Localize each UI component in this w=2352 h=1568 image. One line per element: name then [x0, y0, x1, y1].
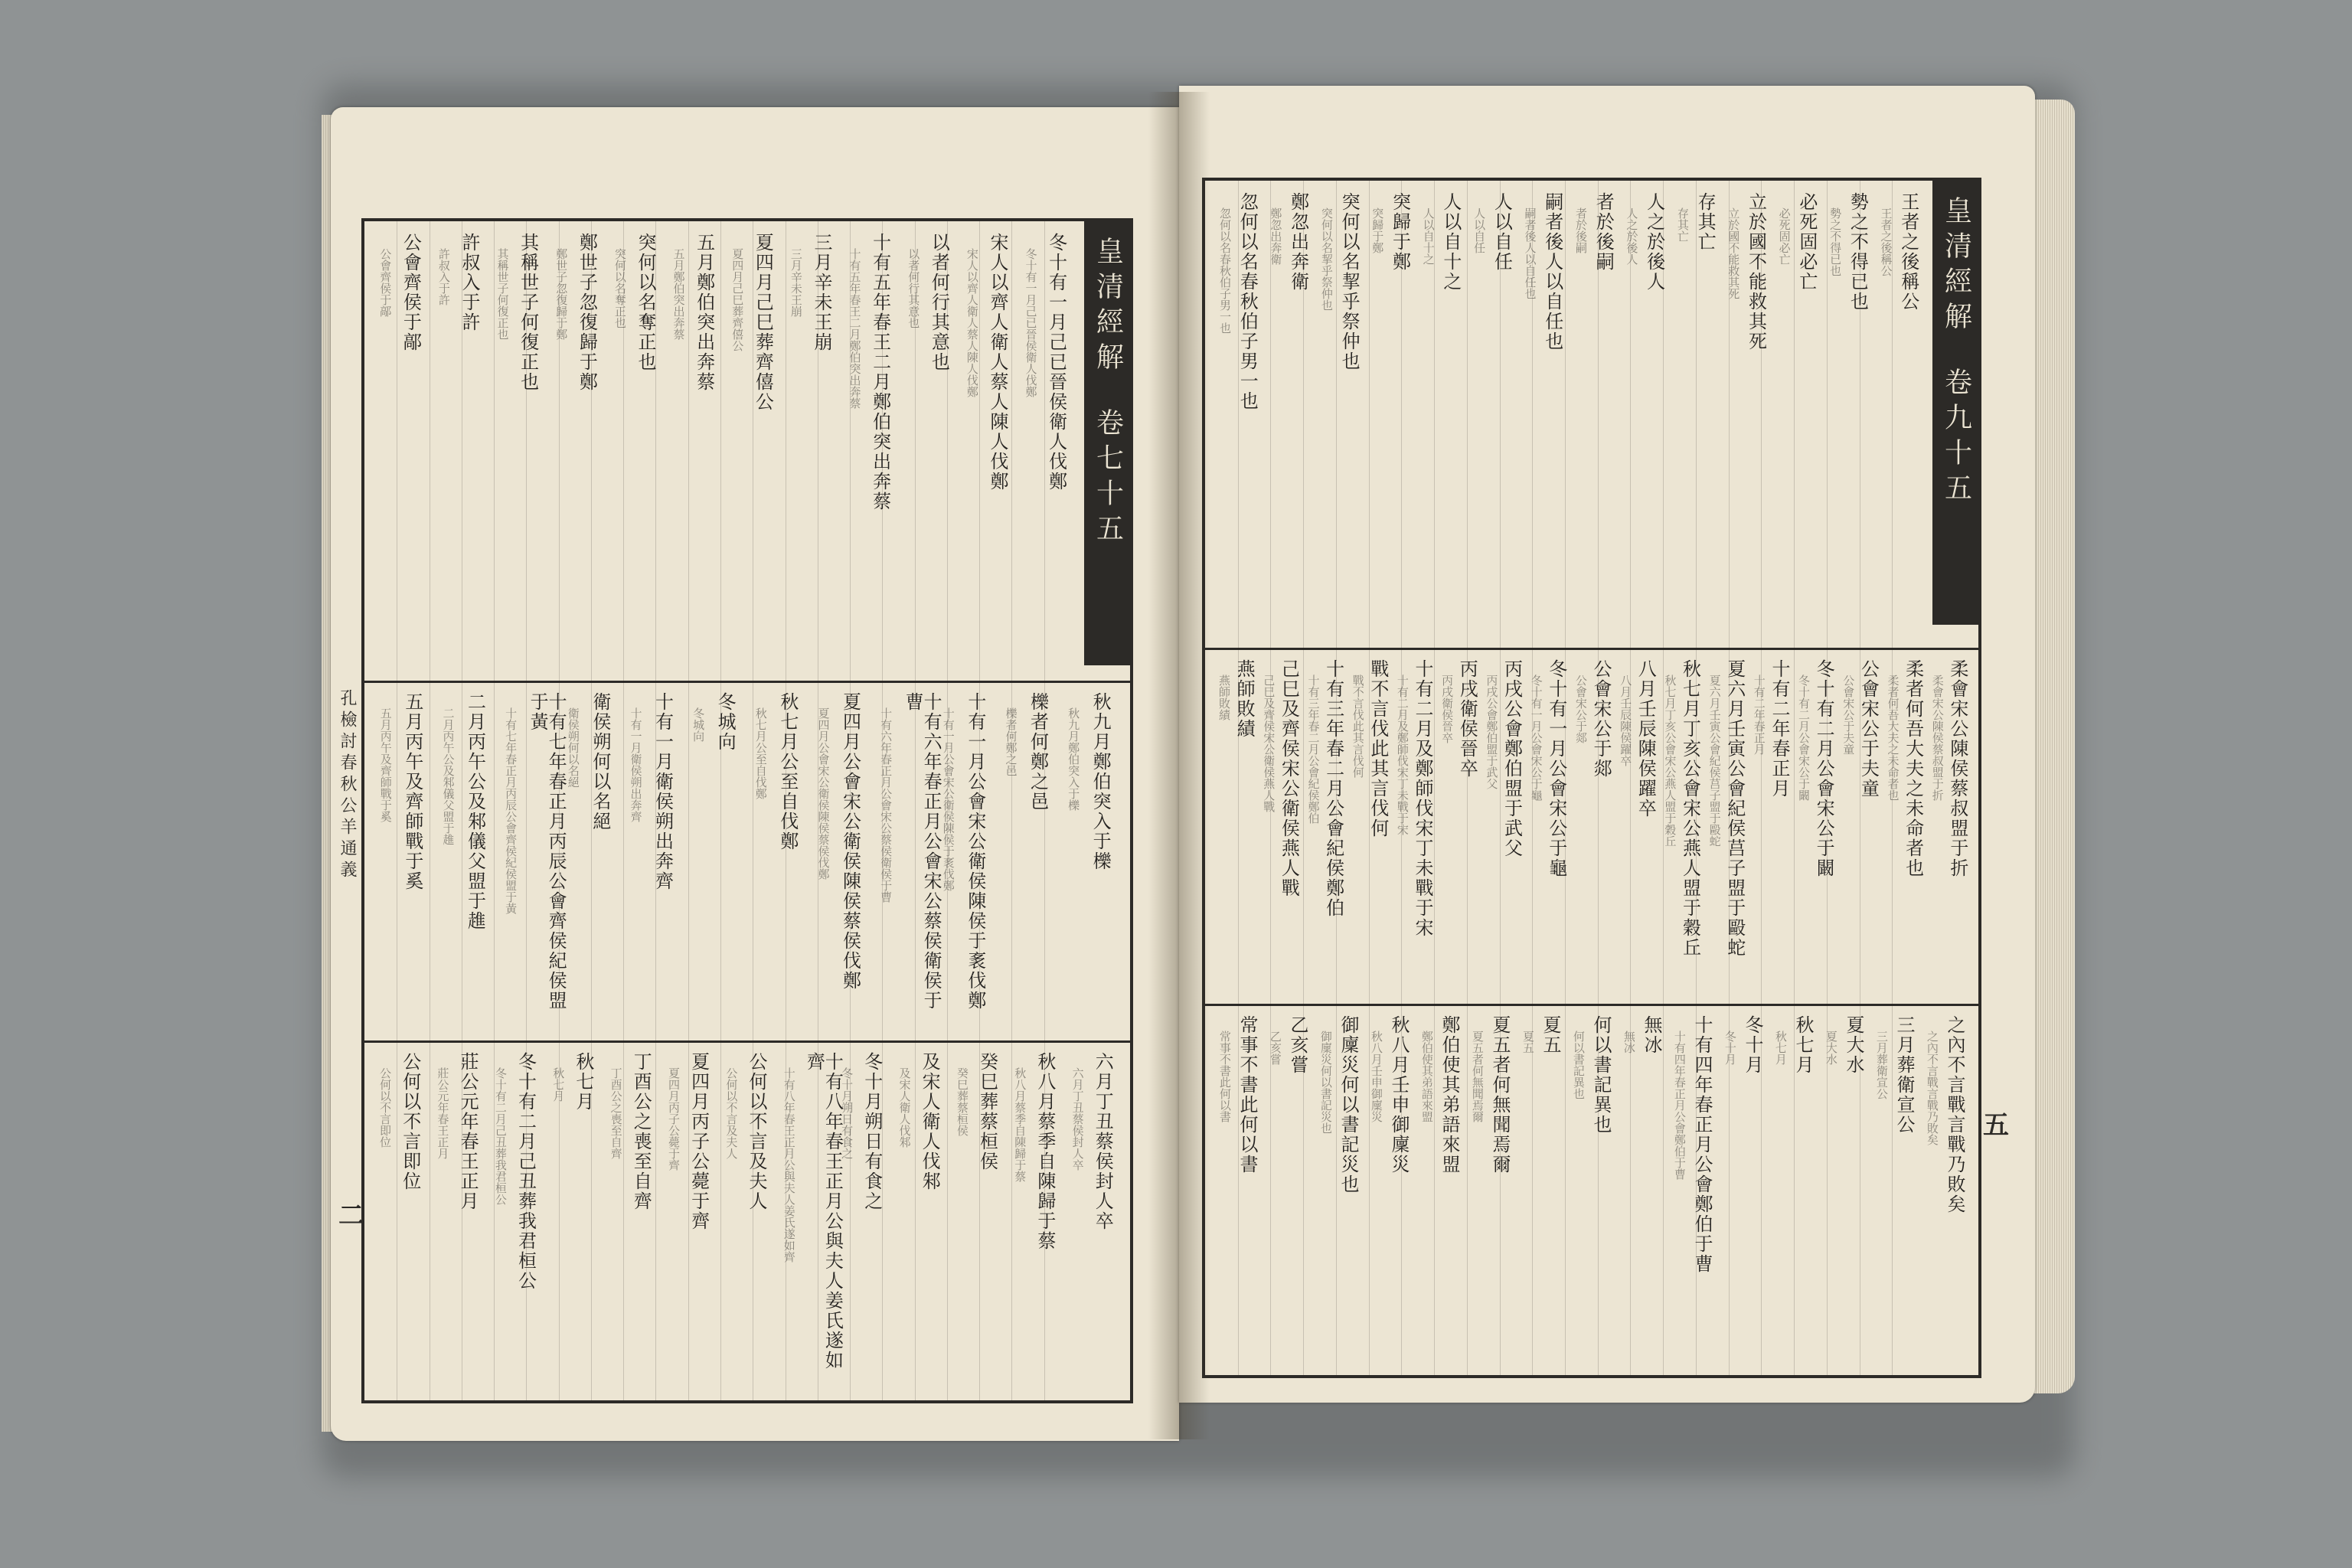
text-column: 突何以名奪正也	[635, 233, 656, 372]
text-column: 其稱世子何復正也	[517, 233, 539, 392]
text-column: 秋七月丁亥公會宋公燕人盟于穀丘	[1679, 659, 1701, 958]
column-ruling	[494, 221, 495, 1400]
commentary-column: 公何以不言及夫人	[724, 1067, 739, 1159]
left-running-title	[1084, 221, 1132, 665]
commentary-column: 夏大水	[1824, 1031, 1838, 1065]
commentary-column: 秋八月蔡季自陳歸于蔡	[1013, 1067, 1027, 1182]
commentary-column: 二月丙午公及邾儀父盟于趡	[441, 707, 456, 845]
commentary-column: 十有三年春二月公會紀侯鄭伯	[1306, 675, 1321, 824]
text-column: 勢之不得已也	[1847, 192, 1869, 312]
text-column: 己巳及齊侯宋公衛侯燕人戰	[1278, 659, 1300, 898]
text-column: 存其亡	[1694, 192, 1717, 252]
text-column: 冬十月朔日有食之	[861, 1052, 883, 1211]
commentary-column: 秋七月丁亥公會宋公燕人盟于穀丘	[1663, 675, 1677, 847]
commentary-column: 夏四月丙子公薨于齊	[666, 1067, 681, 1171]
commentary-column: 秋七月	[551, 1067, 566, 1102]
commentary-column: 許叔入于許	[436, 248, 451, 305]
commentary-column: 存其亡	[1675, 207, 1690, 242]
text-column: 十有二月及鄭師伐宋丁未戰于宋	[1412, 659, 1434, 938]
commentary-column: 何以書記異也	[1571, 1031, 1586, 1099]
commentary-column: 必死固必亡	[1777, 207, 1792, 265]
left-divider-1	[364, 681, 1130, 683]
commentary-column: 突何以名奪正也	[612, 248, 627, 328]
text-column: 丙戌公會鄭伯盟于武父	[1501, 659, 1523, 858]
text-column: 夏大水	[1843, 1015, 1864, 1075]
text-column: 燕師敗績	[1233, 659, 1256, 739]
column-ruling	[1303, 181, 1304, 1375]
commentary-column: 癸巳葬蔡桓侯	[955, 1067, 969, 1136]
text-column: 秋八月蔡季自陳歸于蔡	[1034, 1052, 1056, 1251]
commentary-column: 櫟者何鄭之邑	[1004, 707, 1018, 776]
text-column: 冬十月	[1742, 1015, 1763, 1075]
commentary-column: 常事不書此何以書	[1217, 1031, 1232, 1122]
text-column: 夏五者何無聞焉爾	[1489, 1015, 1511, 1174]
commentary-column: 人之於後人	[1625, 207, 1639, 265]
commentary-column: 十有八年春王正月公與夫人姜氏遂如齊	[782, 1067, 796, 1263]
column-ruling	[1630, 181, 1631, 1375]
commentary-column: 十有七年春正月丙辰公會齊侯紀侯盟于黃	[504, 707, 518, 914]
text-column: 突歸于鄭	[1389, 192, 1411, 272]
text-column: 柔者何吾大夫之未命者也	[1902, 659, 1924, 878]
commentary-column: 夏五	[1521, 1031, 1535, 1054]
column-ruling	[1794, 181, 1795, 1375]
text-column: 公何以不言即位	[399, 1052, 421, 1191]
commentary-column: 十有一月衛侯朔出奔齊	[629, 707, 643, 822]
column-ruling	[623, 221, 624, 1400]
right-running-title	[1932, 181, 1980, 625]
left-volume-label: 卷七十五	[1092, 408, 1124, 549]
left-book-title: 皇清經解	[1092, 237, 1124, 377]
commentary-column: 己巳及齊侯宋公衛侯燕人戰	[1262, 675, 1276, 812]
commentary-column: 五月鄭伯突出奔蔡	[671, 248, 686, 340]
commentary-column: 以者何行其意也	[906, 248, 921, 328]
commentary-column: 秋九月鄭伯突入于櫟	[1067, 707, 1081, 811]
commentary-column: 公會宋公于夫童	[1841, 675, 1856, 755]
commentary-column: 王者之後稱公	[1879, 207, 1893, 276]
text-column: 公會齊侯于鄗	[400, 233, 422, 352]
text-column: 十有七年春正月丙辰公會齊侯紀侯盟于黃	[527, 692, 567, 1011]
text-column: 夏四月己巳葬齊僖公	[752, 233, 774, 412]
text-column: 人以自十之	[1439, 192, 1462, 292]
text-column: 冬十有一月公會宋公于龜	[1545, 659, 1567, 878]
text-column: 許叔入于許	[459, 233, 480, 332]
left-page	[331, 107, 1179, 1441]
book-gutter	[1148, 92, 1210, 1439]
text-column: 十有六年春正月公會宋公蔡侯衛侯于曹	[902, 692, 942, 1011]
commentary-column: 公會宋公于郯	[1573, 675, 1588, 743]
text-column: 冬十有一月己已晉侯衛人伐鄭	[1045, 233, 1067, 492]
text-column: 人以自任	[1491, 192, 1513, 272]
text-column: 衛侯朔何以名絕	[589, 692, 611, 831]
commentary-column: 人以自十之	[1421, 207, 1436, 265]
text-column: 丙戌衛侯晉卒	[1456, 659, 1478, 779]
text-column: 秋八月壬申御廩災	[1388, 1015, 1410, 1174]
right-volume-label: 卷九十五	[1940, 368, 1972, 508]
commentary-column: 丁酉公之喪至自齊	[609, 1067, 623, 1159]
commentary-column: 莊公元年春王正月	[436, 1067, 450, 1159]
text-column: 者於後嗣	[1592, 192, 1615, 272]
text-column: 夏四月公會宋公衛侯陳侯蔡侯伐鄭	[839, 692, 861, 991]
text-column: 秋七月	[1792, 1015, 1814, 1075]
text-column: 五月丙午及齊師戰于奚	[401, 692, 423, 891]
text-column: 人之於後人	[1643, 192, 1665, 292]
text-column: 十有四年春正月公會鄭伯于曹	[1691, 1015, 1713, 1274]
text-column: 夏六月壬寅公會紀侯莒子盟于毆蛇	[1723, 659, 1746, 958]
commentary-column: 丙戌公會鄭伯盟于武父	[1485, 675, 1499, 789]
text-column: 及宋人衛人伐邾	[919, 1052, 941, 1191]
text-column: 莊公元年春王正月	[457, 1052, 479, 1211]
commentary-column: 六月丁丑蔡侯封人卒	[1070, 1067, 1085, 1171]
commentary-column: 突歸于鄭	[1370, 207, 1385, 253]
commentary-column: 柔者何吾大夫之未命者也	[1886, 675, 1900, 801]
commentary-column: 夏四月公會宋公衛侯陳侯蔡侯伐鄭	[816, 707, 831, 880]
commentary-column: 御廩災何以書記災也	[1318, 1031, 1333, 1134]
text-column: 戰不言伐此其言伐何	[1367, 659, 1389, 838]
text-column: 十有八年春王正月公與夫人姜氏遂如齊	[803, 1052, 844, 1370]
commentary-column: 燕師敗績	[1217, 675, 1231, 720]
commentary-column: 五月丙午及齊師戰于奚	[378, 707, 393, 822]
commentary-column: 鄭忽出奔衛	[1269, 207, 1283, 265]
column-ruling	[1434, 181, 1435, 1375]
commentary-column: 戰不言伐此其言伐何	[1351, 675, 1365, 778]
text-column: 六月丁丑蔡侯封人卒	[1092, 1052, 1114, 1231]
text-column: 之內不言戰言戰乃敗矣	[1944, 1015, 1965, 1214]
text-column: 鄭忽出奔衛	[1287, 192, 1309, 292]
commentary-column: 秋七月	[1773, 1031, 1788, 1065]
text-column: 常事不書此何以書	[1236, 1015, 1258, 1174]
commentary-column: 夏六月壬寅公會紀侯莒子盟于毆蛇	[1707, 675, 1722, 847]
text-column: 冬十有二月己丑葬我君桓公	[514, 1052, 537, 1291]
commentary-column: 冬十有二月公會宋公于闞	[1797, 675, 1811, 801]
text-column: 八月壬辰陳侯躍卒	[1635, 659, 1657, 818]
commentary-column: 十有二月及鄭師伐宋丁未戰于宋	[1395, 675, 1410, 835]
text-column: 冬城向	[714, 692, 737, 752]
commentary-column: 鄭伯使其弟語來盟	[1419, 1031, 1434, 1122]
commentary-column: 冬十月	[1723, 1031, 1737, 1065]
commentary-column: 十有一月公會宋公衛侯陳侯于袲伐鄭	[941, 707, 956, 891]
text-column: 櫟者何鄭之邑	[1027, 692, 1049, 812]
commentary-column: 十有五年春王二月鄭伯突出奔蔡	[848, 248, 862, 409]
commentary-column: 立於國不能救其死	[1726, 207, 1741, 299]
text-column: 公何以不言及夫人	[746, 1052, 767, 1211]
commentary-column: 忽何以名春秋伯子男一也	[1217, 207, 1232, 334]
right-page-frame	[1202, 178, 1981, 1378]
right-page-number: 五	[1983, 1110, 2009, 1141]
text-column: 冬十有二月公會宋公于闞	[1813, 659, 1835, 878]
text-column: 何以書記異也	[1590, 1015, 1612, 1135]
text-column: 丁酉公之喪至自齊	[630, 1052, 652, 1211]
commentary-column: 冬十有一月己已晉侯衛人伐鄭	[1024, 248, 1038, 397]
text-column: 突何以名挈乎祭仲也	[1338, 192, 1361, 371]
commentary-column: 三月辛未王崩	[789, 248, 803, 317]
text-column: 公會宋公于郯	[1590, 659, 1612, 779]
commentary-column: 公何以不言即位	[378, 1067, 393, 1148]
column-ruling	[1500, 181, 1501, 1375]
right-page	[1179, 86, 2035, 1403]
text-column: 嗣者後人以自任也	[1541, 192, 1563, 351]
commentary-column: 八月壬辰陳侯躍卒	[1619, 675, 1633, 766]
text-column: 王者之後稱公	[1897, 192, 1919, 312]
commentary-column: 及宋人衛人伐邾	[897, 1067, 912, 1148]
text-column: 無冰	[1641, 1015, 1662, 1055]
commentary-column: 鄭世子忽復歸于鄭	[554, 248, 569, 340]
commentary-column: 嗣者後人以自任也	[1523, 207, 1537, 299]
column-ruling	[1011, 221, 1012, 1400]
text-column: 三月葬衛宣公	[1893, 1015, 1915, 1135]
text-column: 御廩災何以書記災也	[1338, 1015, 1359, 1194]
text-column: 癸巳葬蔡桓侯	[976, 1052, 998, 1171]
commentary-column: 者於後嗣	[1573, 207, 1588, 253]
text-column: 宋人以齊人衛人蔡人陳人伐鄭	[987, 233, 1008, 492]
column-ruling	[720, 221, 721, 1400]
left-footer-title: 孔檢討春秋公羊通義	[338, 689, 357, 882]
commentary-column: 十有四年春正月公會鄭伯于曹	[1672, 1031, 1687, 1180]
commentary-column: 人以自任	[1472, 207, 1487, 253]
commentary-column: 丙戌衛侯晉卒	[1440, 675, 1455, 743]
commentary-column: 公會齊侯于鄗	[378, 248, 393, 317]
text-column: 十有五年春王二月鄭伯突出奔蔡	[869, 233, 891, 511]
commentary-column: 無冰	[1622, 1031, 1636, 1054]
commentary-column: 冬城向	[691, 707, 706, 742]
text-column: 必死固必亡	[1795, 192, 1818, 292]
commentary-column: 十有六年春正月公會宋公蔡侯衛侯于曹	[879, 707, 893, 903]
column-ruling	[1761, 181, 1762, 1375]
commentary-column: 突何以名挈乎祭仲也	[1319, 207, 1334, 311]
commentary-column: 冬十有一月公會宋公于龜	[1529, 675, 1544, 801]
text-column: 忽何以名春秋伯子男一也	[1236, 192, 1259, 411]
text-column: 五月鄭伯突出奔蔡	[693, 233, 715, 392]
commentary-column: 衛侯朔何以名絕	[566, 707, 580, 788]
commentary-column: 乙亥嘗	[1268, 1031, 1282, 1065]
text-column: 十有三年春二月公會紀侯鄭伯	[1322, 659, 1344, 918]
left-divider-2	[364, 1040, 1130, 1043]
commentary-column: 冬十月朔日有食之	[840, 1067, 854, 1159]
text-column: 立於國不能救其死	[1745, 192, 1767, 351]
text-column: 夏五	[1540, 1015, 1561, 1055]
text-column: 十有一月公會宋公衛侯陳侯于袲伐鄭	[964, 692, 986, 1011]
right-divider-1	[1205, 648, 1978, 650]
text-column: 乙亥嘗	[1287, 1015, 1308, 1075]
right-divider-2	[1205, 1004, 1978, 1006]
text-column: 二月丙午公及邾儀父盟于趡	[464, 692, 486, 931]
commentary-column: 柔會宋公陳侯蔡叔盟于折	[1930, 675, 1945, 801]
right-book-title: 皇清經解	[1940, 196, 1972, 337]
text-column: 柔會宋公陳侯蔡叔盟于折	[1946, 659, 1968, 878]
commentary-column: 勢之不得已也	[1828, 207, 1843, 276]
commentary-column: 冬十有二月己丑葬我君桓公	[493, 1067, 508, 1205]
text-column: 十有一月衛侯朔出奔齊	[652, 692, 674, 891]
commentary-column: 夏四月己巳葬齊僖公	[730, 248, 745, 351]
commentary-column: 其稱世子何復正也	[495, 248, 510, 340]
text-column: 三月辛未王崩	[811, 233, 832, 352]
text-column: 十有二年春正月	[1768, 659, 1790, 799]
commentary-column: 十有二年春正月	[1752, 675, 1766, 755]
commentary-column: 宋人以齊人衛人蔡人陳人伐鄭	[965, 248, 979, 397]
commentary-column: 秋七月公至自伐鄭	[753, 707, 768, 799]
text-column: 秋九月鄭伯突入于櫟	[1089, 692, 1112, 871]
commentary-column: 之內不言戰言戰乃敗矣	[1925, 1031, 1939, 1145]
commentary-column: 夏五者何無聞焉爾	[1470, 1031, 1485, 1122]
text-column: 以者何行其意也	[928, 233, 950, 372]
left-page-frame	[361, 218, 1133, 1403]
text-column: 夏四月丙子公薨于齊	[688, 1052, 710, 1231]
text-column: 秋七月	[572, 1052, 594, 1112]
text-column: 公會宋公于夫童	[1857, 659, 1880, 799]
commentary-column: 秋八月壬申御廩災	[1369, 1031, 1383, 1122]
left-page-number: 二	[338, 1200, 364, 1231]
commentary-column: 三月葬衛宣公	[1874, 1031, 1889, 1099]
text-column: 鄭伯使其弟語來盟	[1439, 1015, 1460, 1174]
text-column: 秋七月公至自伐鄭	[776, 692, 799, 851]
text-column: 鄭世子忽復歸于鄭	[576, 233, 598, 392]
